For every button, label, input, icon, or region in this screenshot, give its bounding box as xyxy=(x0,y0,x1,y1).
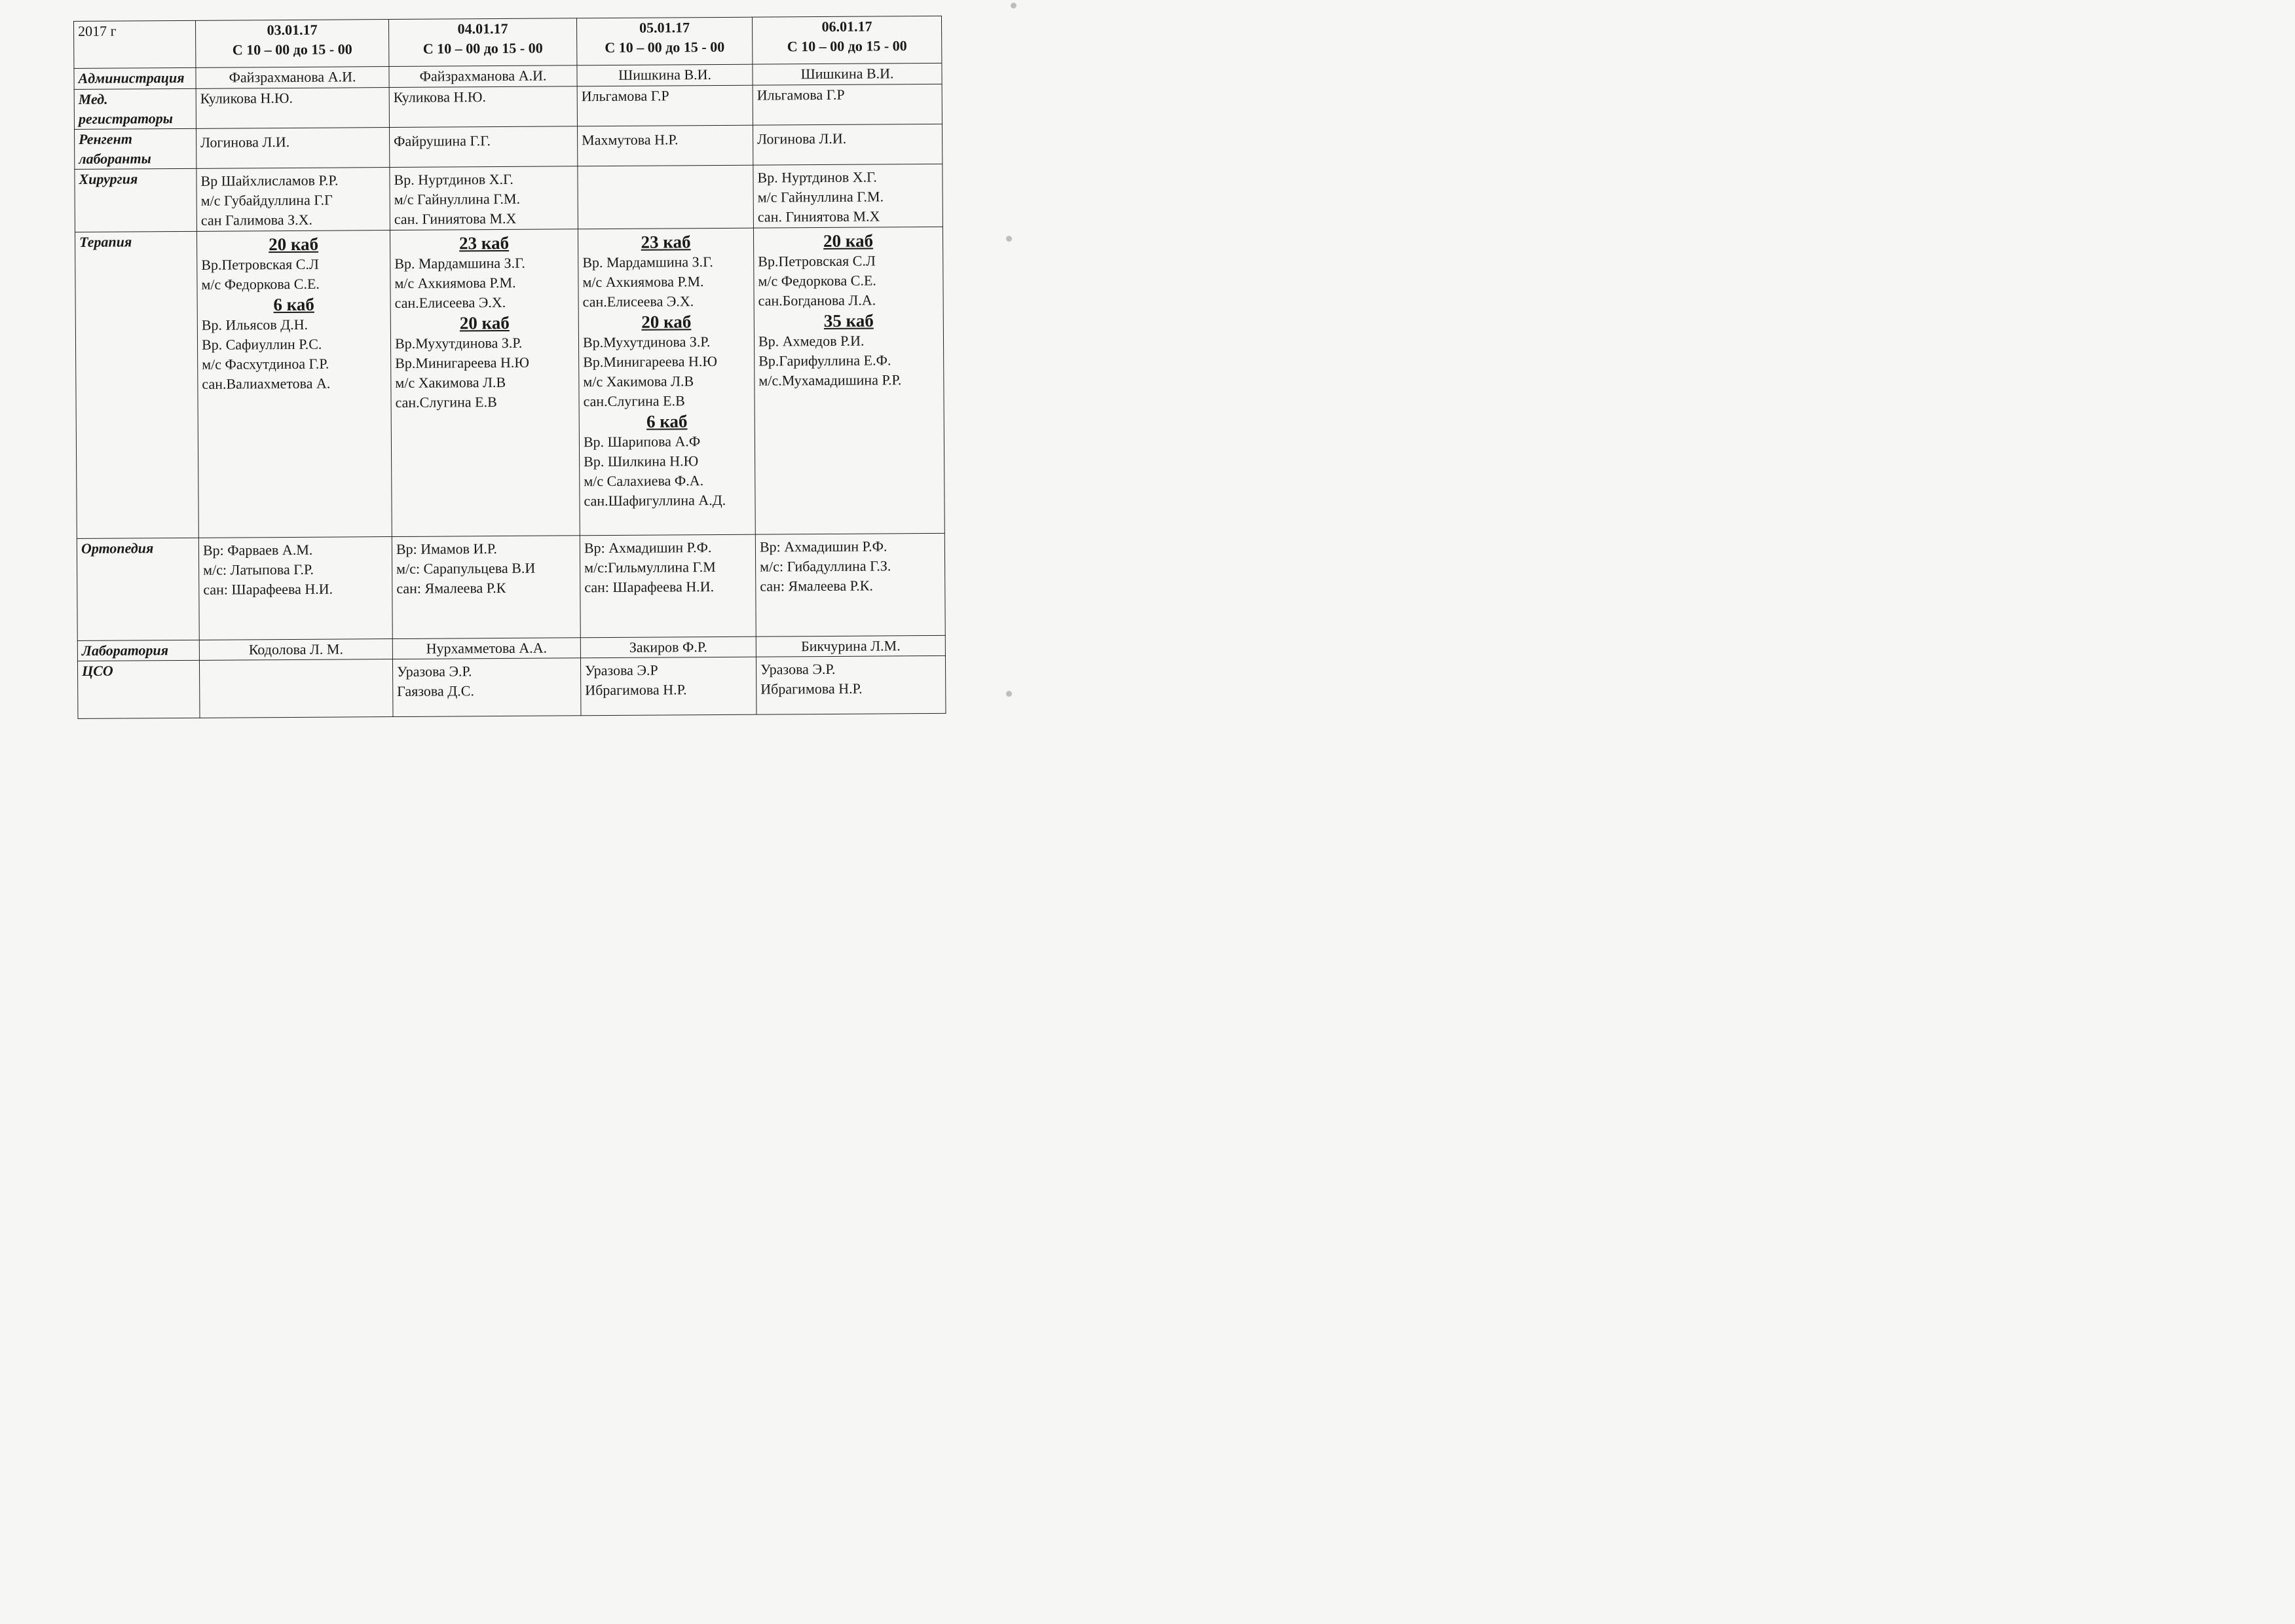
admin-cell: Файзрахманова А.И. xyxy=(389,65,577,88)
cabinet-heading: 6 каб xyxy=(273,294,314,315)
staff-line: Вр.Петровская С.Л xyxy=(758,252,876,270)
row-registrars xyxy=(74,84,942,129)
header-row xyxy=(74,16,942,68)
row-orthopedics xyxy=(77,533,945,640)
staff-line: сан: Шарафеева Н.И. xyxy=(203,580,333,598)
cabinet-heading: 23 каб xyxy=(641,232,691,252)
admin-cell: Шишкина В.И. xyxy=(753,63,942,85)
row-surgery xyxy=(75,164,943,232)
scan-speck xyxy=(1006,236,1012,242)
registrar-cell: Куликова Н.Ю. xyxy=(196,88,389,129)
staff-line: Ибрагимова Н.Р. xyxy=(760,680,863,697)
schedule-sheet xyxy=(73,16,945,715)
staff-line: сан Галимова З.Х. xyxy=(200,211,313,229)
row-xray xyxy=(75,124,942,169)
staff-line: Вр Шайхлисламов Р.Р. xyxy=(200,172,339,189)
staff-line: Ибрагимова Н.Р. xyxy=(585,681,687,699)
cabinet-heading: 35 каб xyxy=(823,310,874,331)
staff-line: сан. Гиниятова М.Х xyxy=(394,210,517,228)
staff-line: м/с Салахиева Ф.А. xyxy=(584,472,704,490)
staff-line: Уразова Э.Р. xyxy=(397,663,472,680)
duty-schedule-table xyxy=(73,16,946,719)
staff-line: сан: Шарафеева Н.И. xyxy=(584,578,715,596)
date-cell-1 xyxy=(195,20,388,68)
staff-line: м/с Ахкиямова Р.М. xyxy=(394,274,516,292)
staff-line: Вр. Нуртдинов Х.Г. xyxy=(394,170,513,189)
staff-line: сан.Елисеева Э.Х. xyxy=(394,293,506,312)
xray-cell: Логинова Л.И. xyxy=(753,124,942,165)
row-label-surgery: Хирургия xyxy=(75,168,197,232)
staff-line: Вр.Мухутдинова З.Р. xyxy=(394,334,523,352)
staff-line: сан: Ямалеева Р.К xyxy=(396,579,506,597)
time-label: С 10 – 00 до 15 - 00 xyxy=(605,38,725,56)
time-label: С 10 – 00 до 15 - 00 xyxy=(232,41,352,58)
date-label: 04.01.17 xyxy=(457,20,508,37)
laboratory-cell: Кодолова Л. М. xyxy=(199,639,392,661)
staff-line: м/с: Сарапульцева В.И xyxy=(396,559,536,578)
staff-line: Вр. Мардамшина З.Г. xyxy=(582,253,713,271)
staff-line: Вр: Ахмадишин Р.Ф. xyxy=(759,538,887,555)
laboratory-cell: Нурхамметова А.А. xyxy=(392,638,580,659)
surgery-cell xyxy=(753,164,943,228)
surgery-cell xyxy=(578,165,754,229)
staff-line: Вр. Шарипова А.Ф xyxy=(583,433,701,451)
date-cell-4 xyxy=(752,16,941,64)
staff-line: м/с: Гибадуллина Г.З. xyxy=(760,557,891,575)
therapy-cell xyxy=(196,231,392,538)
row-label-registrars: Мед. регистраторы xyxy=(74,88,196,129)
orthopedics-cell xyxy=(755,533,945,637)
staff-line: м/с Гайнуллина Г.М. xyxy=(757,188,884,206)
staff-line: м/с Федоркова С.Е. xyxy=(758,272,876,289)
staff-line: Вр. Шилкина Н.Ю xyxy=(584,452,699,470)
orthopedics-cell xyxy=(580,534,756,638)
laboratory-cell: Закиров Ф.Р. xyxy=(580,637,756,658)
staff-line: сан.Валиахметова А. xyxy=(202,375,331,392)
staff-line: Вр. Мардамшина З.Г. xyxy=(394,254,525,272)
registrar-cell: Ильгамова Г.Р xyxy=(753,84,942,125)
staff-line: сан.Богданова Л.А. xyxy=(758,291,876,309)
surgery-cell xyxy=(196,168,390,232)
staff-line: Вр.Гарифуллина Е.Ф. xyxy=(758,352,891,369)
therapy-cell xyxy=(390,229,580,537)
laboratory-cell: Бикчурина Л.М. xyxy=(756,635,945,657)
scan-speck xyxy=(1006,691,1012,697)
registrar-cell: Ильгамова Г.Р xyxy=(577,85,753,126)
staff-line: сан.Шафигуллина А.Д. xyxy=(584,491,726,509)
staff-line: сан.Елисеева Э.Х. xyxy=(582,293,694,310)
cabinet-heading: 20 каб xyxy=(459,312,510,333)
orthopedics-cell xyxy=(392,536,580,639)
row-label-orthopedics: Ортопедия xyxy=(77,538,199,640)
staff-line: м/с:Гильмуллина Г.М xyxy=(584,559,716,576)
orthopedics-cell xyxy=(198,537,392,640)
staff-line: Вр.Минигареева Н.Ю xyxy=(583,353,718,371)
cabinet-heading: 20 каб xyxy=(641,312,692,332)
staff-line: м/с Ахкиямова Р.М. xyxy=(582,273,704,291)
cso-cell xyxy=(756,655,946,714)
staff-line: м/с Фасхутдиноа Г.Р. xyxy=(202,355,329,373)
xray-cell: Файрушина Г.Г. xyxy=(390,126,578,168)
row-label-laboratory: Лаборатория xyxy=(77,640,199,661)
admin-cell: Шишкина В.И. xyxy=(577,64,753,86)
xray-cell: Логинова Л.И. xyxy=(196,128,390,169)
row-cso xyxy=(77,655,946,718)
date-cell-3 xyxy=(576,17,752,65)
therapy-cell xyxy=(753,227,944,534)
staff-line: Уразова Э.Р. xyxy=(760,660,836,678)
xray-cell: Махмутова Н.Р. xyxy=(577,125,753,166)
staff-line: Гаязова Д.С. xyxy=(397,682,475,699)
surgery-cell xyxy=(390,166,578,231)
therapy-cell xyxy=(578,228,755,536)
staff-line: м/с.Мухамадишина Р.Р. xyxy=(758,371,902,389)
staff-line: Вр: Ахмадишин Р.Ф. xyxy=(584,539,712,557)
row-label-cso: ЦСО xyxy=(77,660,200,718)
year-cell: 2017 г xyxy=(74,20,196,68)
staff-line: м/с Хакимова Л.В xyxy=(395,373,506,392)
staff-line: Уразова Э.Р xyxy=(584,661,658,679)
date-label: 06.01.17 xyxy=(821,18,872,35)
row-label-administration: Администрация xyxy=(74,67,196,89)
row-label-therapy: Терапия xyxy=(75,231,198,538)
cabinet-heading: 23 каб xyxy=(459,232,510,253)
cso-cell xyxy=(580,657,756,716)
staff-line: сан.Слугина Е.В xyxy=(583,392,685,410)
time-label: С 10 – 00 до 15 - 00 xyxy=(787,37,907,55)
staff-line: сан.Слугина Е.В xyxy=(395,394,497,411)
staff-line: м/с Хакимова Л.В xyxy=(583,373,694,390)
date-label: 05.01.17 xyxy=(639,19,690,36)
staff-line: Вр.Петровская С.Л xyxy=(201,255,319,273)
date-cell-2 xyxy=(388,18,576,67)
staff-line: м/с Федоркова С.Е. xyxy=(201,275,320,293)
staff-line: м/с: Латыпова Г.Р. xyxy=(203,561,314,578)
staff-line: Вр. Ахмедов Р.И. xyxy=(758,332,865,350)
cso-cell xyxy=(392,658,581,717)
row-label-xray: Ренгент лаборанты xyxy=(75,128,196,169)
admin-cell: Файзрахманова А.И. xyxy=(196,67,389,89)
staff-line: сан: Ямалеева Р.К. xyxy=(760,577,873,595)
staff-line: Вр.Мухутдинова З.Р. xyxy=(582,333,711,351)
staff-line: Вр: Фарваев А.М. xyxy=(202,541,313,559)
cso-cell xyxy=(199,659,393,718)
cabinet-heading: 20 каб xyxy=(823,231,874,251)
cabinet-heading: 20 каб xyxy=(269,234,319,255)
scan-speck xyxy=(1011,3,1017,9)
time-label: С 10 – 00 до 15 - 00 xyxy=(422,39,543,57)
staff-line: м/с Губайдуллина Г.Г xyxy=(200,191,333,209)
staff-line: сан. Гиниятова М.Х xyxy=(757,208,880,225)
staff-line: Вр. Нуртдинов Х.Г. xyxy=(757,168,877,186)
row-therapy xyxy=(75,227,944,538)
staff-line: Вр. Сафиуллин Р.С. xyxy=(201,335,322,353)
staff-line: Вр.Минигареева Н.Ю xyxy=(395,354,530,372)
staff-line: Вр: Имамов И.Р. xyxy=(396,540,497,558)
staff-line: Вр. Ильясов Д.Н. xyxy=(201,316,308,333)
registrar-cell: Куликова Н.Ю. xyxy=(389,86,577,128)
staff-line: м/с Гайнуллина Г.М. xyxy=(394,190,521,208)
cabinet-heading: 6 каб xyxy=(646,411,688,432)
date-label: 03.01.17 xyxy=(267,21,318,39)
